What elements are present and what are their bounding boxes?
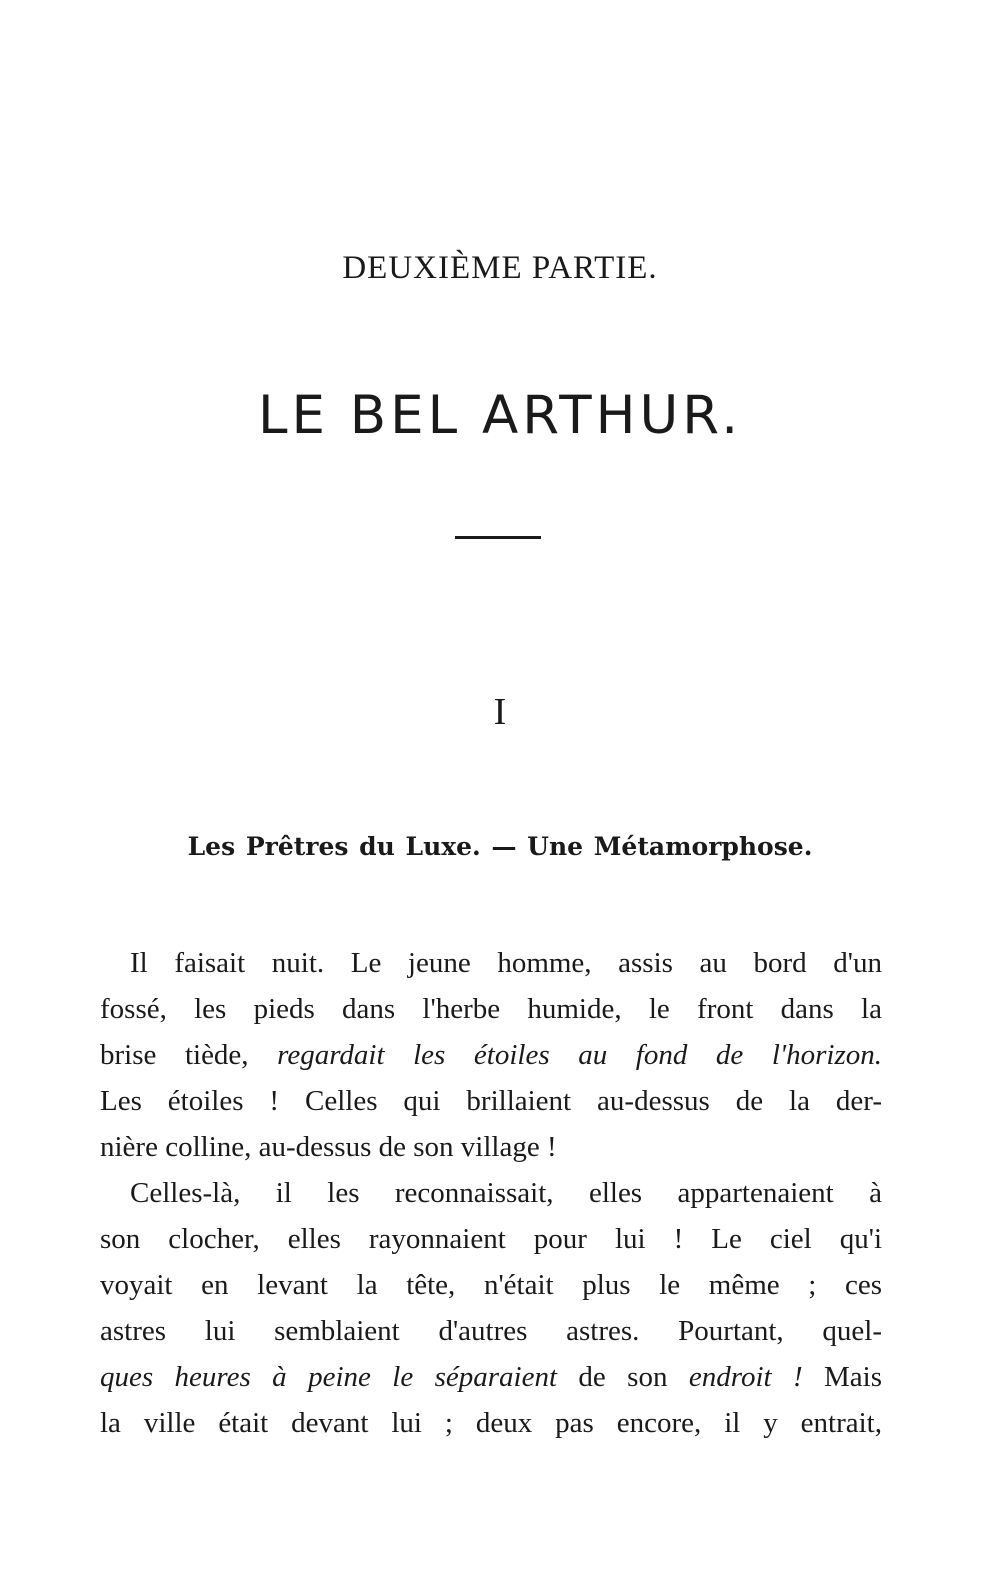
text-line: la ville était devant lui ; deux pas encore, il y entrait, <box>100 1407 882 1439</box>
paragraph-2 <box>100 1170 882 1446</box>
text-line <box>100 1032 882 1078</box>
text-line: nière colline, au-dessus de son village ! <box>100 1131 557 1163</box>
italic-span: regardait les étoiles au fond de l'horizon. <box>277 1039 882 1071</box>
text-line: fossé, les pieds dans l'herbe humide, le front dans la <box>100 993 882 1025</box>
part-title: DEUXIÈME PARTIE. <box>342 250 658 286</box>
text-line: astres lui semblaient d'autres astres. Pourtant, quel- <box>100 1315 882 1347</box>
text-span: brise tiède, <box>100 1039 278 1071</box>
title-divider <box>455 536 541 539</box>
text-line: son clocher, elles rayonnaient pour lui ! Le ciel qu'i <box>100 1223 882 1255</box>
book-title: LE BEL ARTHUR. <box>257 385 743 446</box>
italic-span: ques heures à peine le séparaient <box>100 1361 558 1393</box>
text-span: de son <box>557 1361 689 1393</box>
chapter-number: I <box>493 691 507 733</box>
text-line: Il faisait nuit. Le jeune homme, assis au bord d'un <box>130 947 882 979</box>
text-span: Mais <box>802 1361 882 1393</box>
text-line: voyait en levant la tête, n'était plus le même ; ces <box>100 1269 882 1301</box>
italic-span: endroit ! <box>688 1361 803 1393</box>
text-line: Celles-là, il les reconnaissait, elles appartenaient à <box>130 1177 882 1209</box>
text-line <box>100 1354 882 1400</box>
paragraph-1 <box>100 940 882 1170</box>
body-text <box>100 940 882 1446</box>
text-line: Les étoiles ! Celles qui brillaient au-dessus de la der- <box>100 1085 882 1117</box>
chapter-subtitle: Les Prêtres du Luxe. — Une Métamorphose. <box>187 832 813 861</box>
